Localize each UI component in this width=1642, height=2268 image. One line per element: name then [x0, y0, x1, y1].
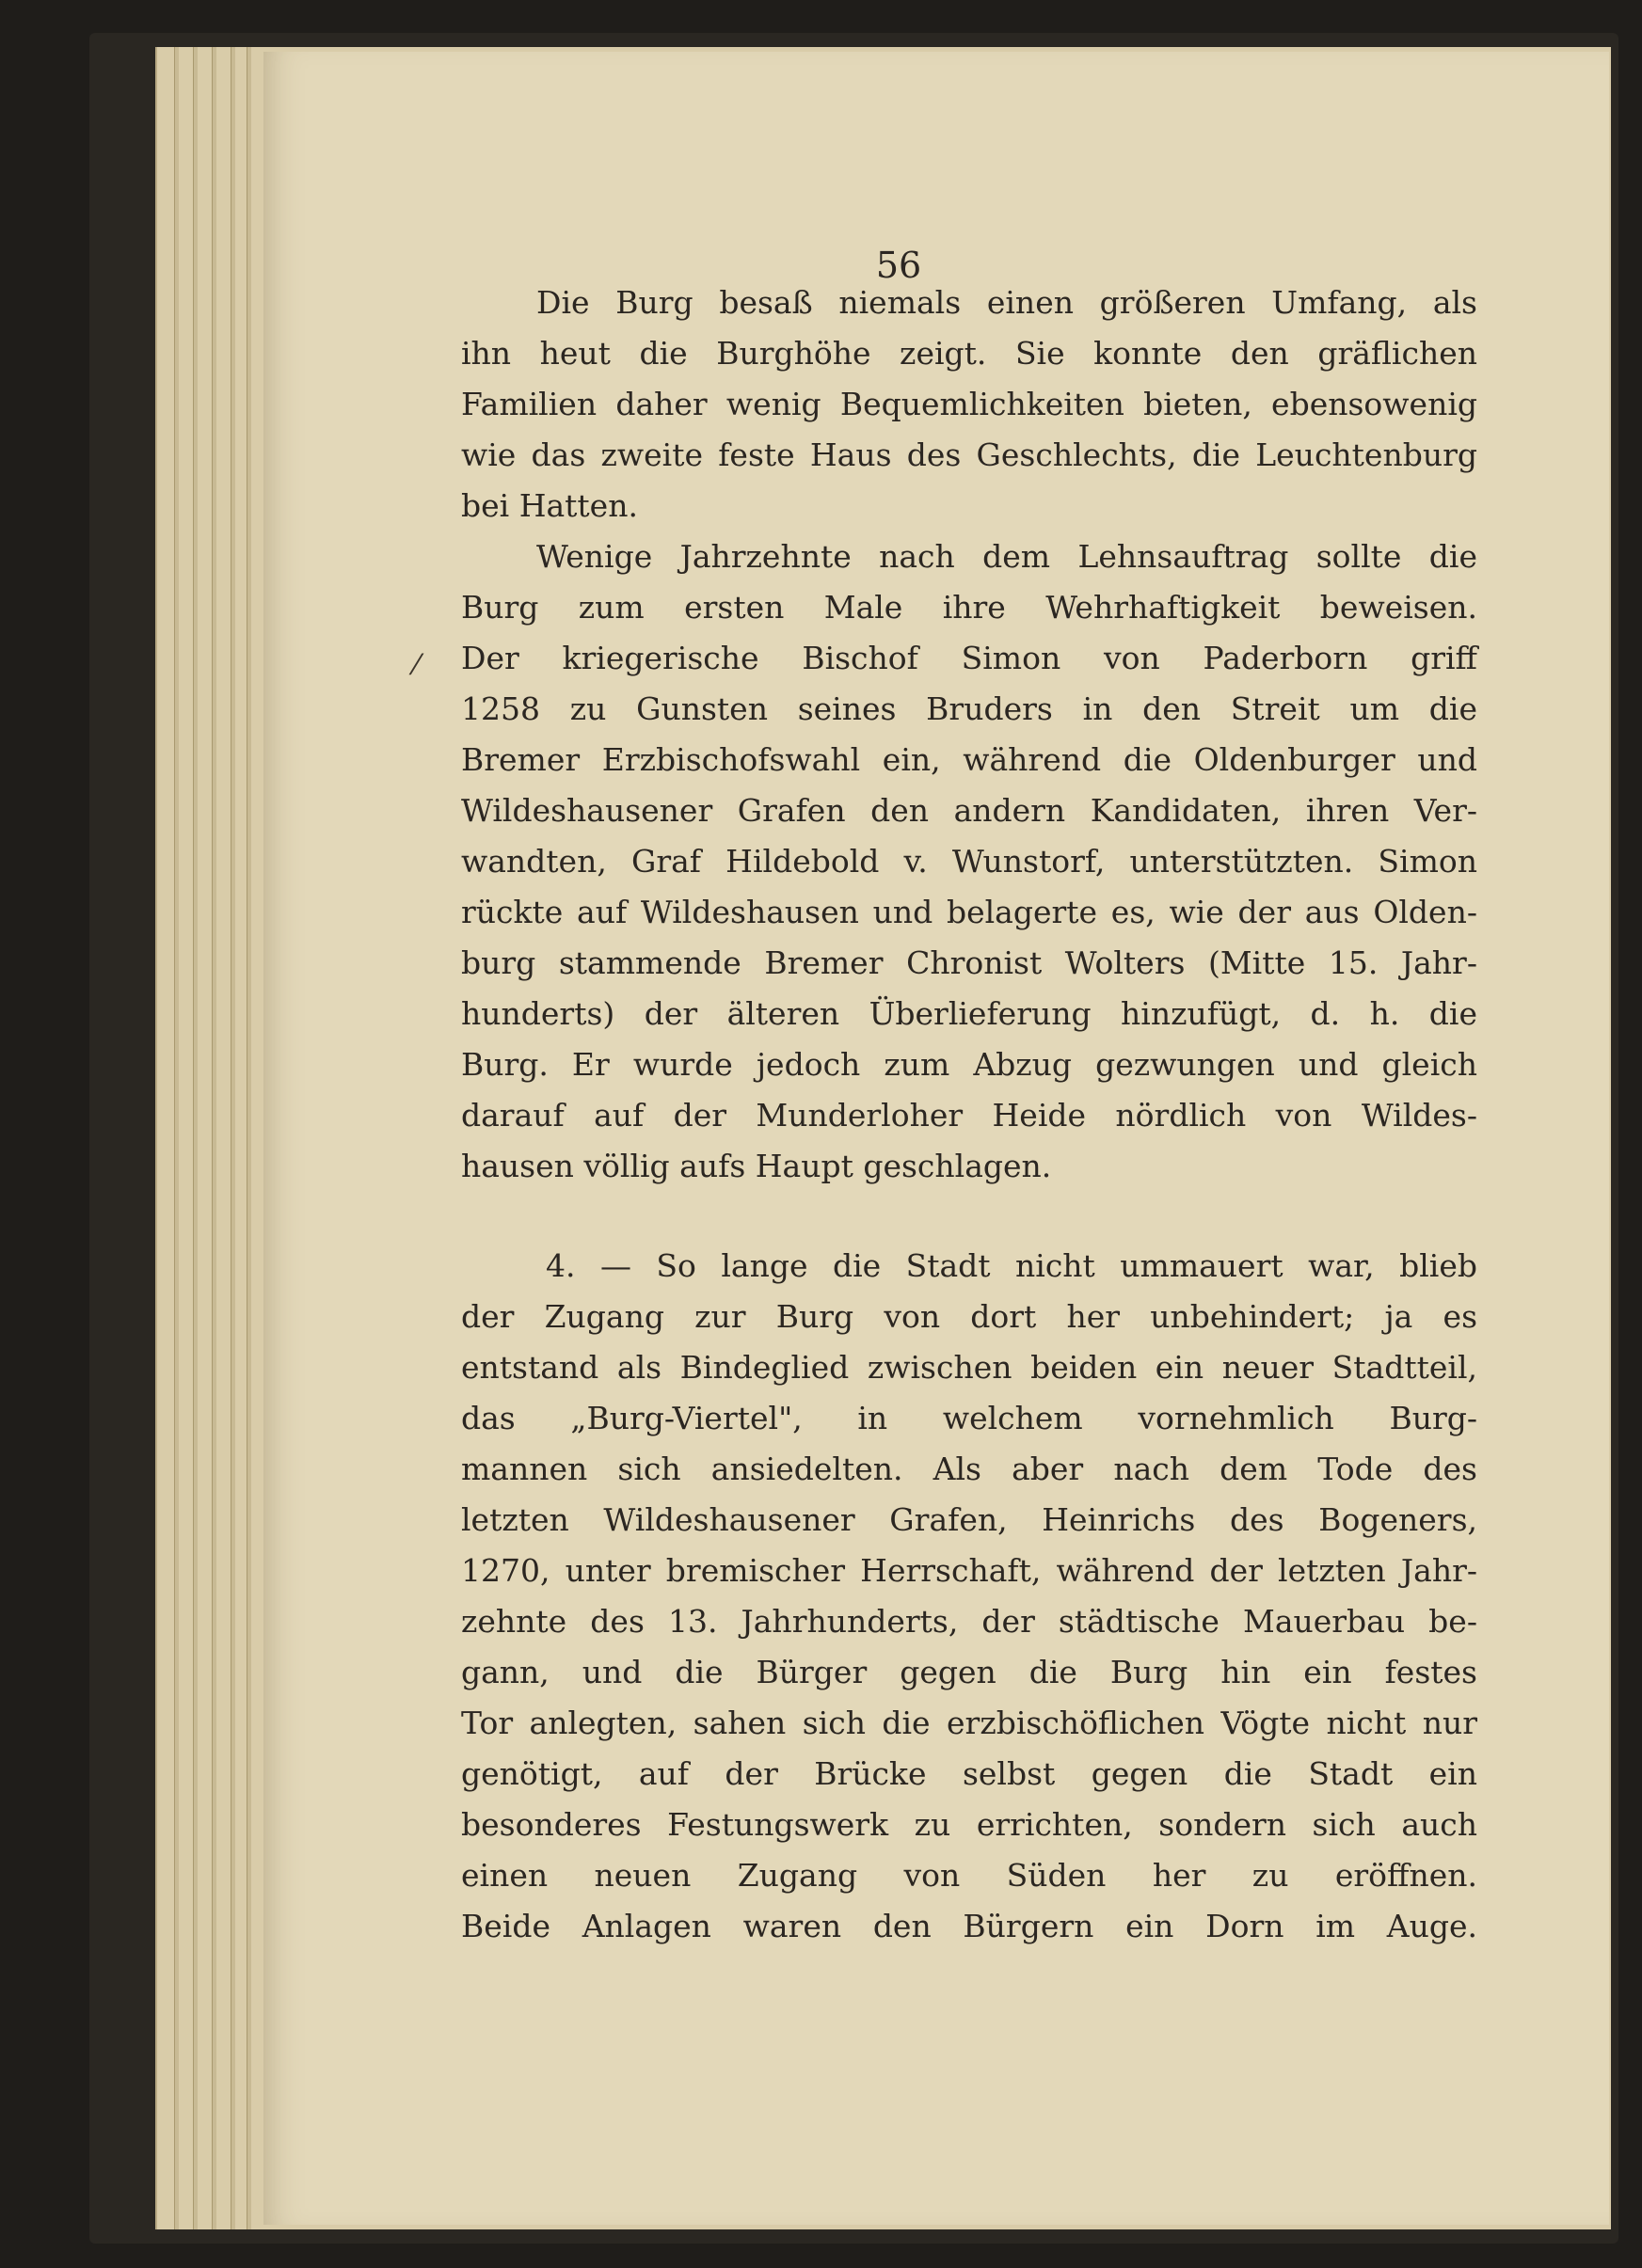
text-line: Familien daher wenig Bequemlichkeiten bieten, ebensowenig: [461, 386, 1477, 422]
text-line: der Zugang zur Burg von dort her unbehindert; ja es: [461, 1298, 1477, 1335]
text-line: ihn heut die Burghöhe zeigt. Sie konnte den gräflichen: [461, 335, 1477, 372]
text-line: das „Burg-Viertel", in welchem vornehmlich Burg-: [461, 1400, 1477, 1436]
text-line: letzten Wildeshausener Grafen, Heinrichs des Bogeners,: [461, 1501, 1477, 1538]
text-line: 4. — So lange die Stadt nicht ummauert war, blieb: [546, 1247, 1477, 1284]
text-line: Beide Anlagen waren den Bürgern ein Dorn im Auge.: [461, 1908, 1477, 1944]
paragraph-1: [461, 278, 1477, 531]
text-line: Wenige Jahrzehnte nach dem Lehnsauftrag sollte die: [536, 538, 1477, 575]
text-line: wandten, Graf Hildebold v. Wunstorf, unterstützten. Simon: [461, 843, 1477, 880]
page-number: 56: [875, 245, 922, 286]
page-edge: [247, 47, 251, 2229]
text-line: Tor anlegten, sahen sich die erzbischöflichen Vögte nicht nur: [461, 1705, 1477, 1741]
text-line: bei Hatten.: [461, 487, 638, 524]
text-line: einen neuen Zugang von Süden her zu eröffnen.: [461, 1857, 1477, 1894]
text-line: hunderts) der älteren Überlieferung hinzufügt, d. h. die: [461, 995, 1477, 1032]
text-line: entstand als Bindeglied zwischen beiden ein neuer Stadtteil,: [461, 1349, 1477, 1386]
paragraph-2: [461, 531, 1477, 1192]
page-edge: [231, 47, 235, 2229]
text-line: wie das zweite feste Haus des Geschlechts, die Leuchtenburg: [461, 436, 1477, 473]
text-line: Die Burg besaß niemals einen größeren Umfang, als: [536, 284, 1477, 321]
text-line: Burg zum ersten Male ihre Wehrhaftigkeit beweisen.: [461, 589, 1477, 626]
text-line: genötigt, auf der Brücke selbst gegen die Stadt ein: [461, 1755, 1477, 1792]
text-line: Der kriegerische Bischof Simon von Paderborn griff: [461, 640, 1477, 676]
text-line: besonderes Festungswerk zu errichten, sondern sich auch: [461, 1806, 1477, 1843]
text-line: Burg. Er wurde jedoch zum Abzug gezwungen und gleich: [461, 1046, 1477, 1083]
text-line: Wildeshausener Grafen den andern Kandidaten, ihren Ver-: [461, 792, 1477, 829]
paragraph-gap: [461, 1192, 1477, 1241]
page-edge: [212, 47, 216, 2229]
margin-mark: ⁄: [414, 649, 420, 682]
paragraph-3: [461, 1241, 1477, 1952]
text-line: 1270, unter bremischer Herrschaft, während der letzten Jahr-: [461, 1552, 1477, 1589]
text-line: darauf auf der Munderloher Heide nördlich von Wildes-: [461, 1097, 1477, 1134]
text-line: zehnte des 13. Jahrhunderts, der städtische Mauerbau be-: [461, 1603, 1477, 1640]
page-edge: [174, 47, 179, 2229]
body-text: [461, 278, 1477, 1952]
text-line: mannen sich ansiedelten. Als aber nach dem Tode des: [461, 1451, 1477, 1487]
text-line: hausen völlig aufs Haupt geschlagen.: [461, 1148, 1052, 1184]
page-edge: [193, 47, 198, 2229]
text-line: Bremer Erzbischofswahl ein, während die Oldenburger und: [461, 741, 1477, 778]
text-line: gann, und die Bürger gegen die Burg hin ein festes: [461, 1654, 1477, 1690]
text-line: rückte auf Wildeshausen und belagerte es, wie der aus Olden-: [461, 894, 1477, 930]
text-line: 1258 zu Gunsten seines Bruders in den Streit um die: [461, 690, 1477, 727]
text-line: burg stammende Bremer Chronist Wolters (Mitte 15. Jahr-: [461, 944, 1477, 981]
